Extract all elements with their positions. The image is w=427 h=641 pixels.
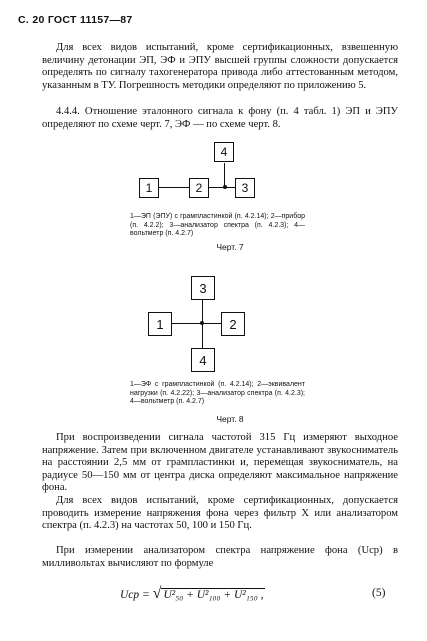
figure-8-caption: Черт. 8 (216, 414, 244, 424)
formula-lhs: Uср = (120, 589, 150, 601)
paragraph-detonation: Для всех видов испытаний, кроме сертификационных, взвешенную величину детонации ЭП, ЭФ и ЭПУ высшей группы сложности допускается определять по сигналу тахогенератора привода либо аттестованным методом, указанным в ТУ. Погрешность методики определяют по приложению 5. (42, 42, 398, 91)
formula-rhs: U²₅₀ + U²₁₀₀ + U²₁₅₀ , (163, 589, 264, 601)
fig7-box-4: 4 (214, 142, 234, 162)
sqrt-icon: √ (152, 585, 162, 602)
paragraph-4-4-4: 4.4.4. Отношение эталонного сигнала к фону (п. 4 табл. 1) ЭП и ЭПУ определяют по схеме черт. 7, ЭФ — по схеме черт. 8. (42, 106, 398, 130)
fig7-line-to-4 (224, 163, 225, 187)
formula-number: (5) (372, 587, 386, 599)
fig8-box-1: 1 (148, 312, 172, 336)
figure-7-caption: Черт. 7 (216, 242, 244, 252)
fig7-line-1-2 (159, 187, 189, 188)
fig7-line-2-3 (209, 187, 235, 188)
fig7-box-1: 1 (139, 178, 159, 198)
formula-5 (120, 585, 400, 603)
fig7-box-2: 2 (189, 178, 209, 198)
page-header: С. 20 ГОСТ 11157—87 (18, 14, 133, 26)
paragraph-formula-intro: При измерении анализатором спектра напряжение фона (Uср) в милливольтах вычисляют по формуле (42, 545, 398, 569)
figure-7-legend: 1—ЭП (ЭПУ) с грампластинкой (п. 4.2.14); 2—прибор (п. 4.2.2); 3—анализатор спектра (п. 4.2.3); 4—вольтметр (п. 4.2.7) (130, 213, 305, 238)
fig8-box-3: 3 (191, 276, 215, 300)
paragraph-filter: Для всех видов испытаний, кроме сертификационных, допускается проводить измерение напряжения фона через фильтр X или анализатором спектра (п. 4.2.3) на частотах 50, 100 и 150 Гц. (42, 495, 398, 532)
fig8-box-4: 4 (191, 348, 215, 372)
fig7-box-3: 3 (235, 178, 255, 198)
paragraph-315hz: При воспроизведении сигнала частотой 315 Гц измеряют выходное напряжение. Затем при включенном двигателе устанавливают звукосниматель на расстоянии 2,5 мм от грампластинки и, перемещая звукосниматель, на радиусе 50—150 мм от центра диска определяют максимальное напряжение фона. (42, 432, 398, 494)
fig8-box-2: 2 (221, 312, 245, 336)
figure-8-legend: 1—ЭФ с грампластинкой (п. 4.2.14); 2—эквивалент нагрузки (п. 4.2.22); 3—анализатор спектра (п. 4.2.3); 4—вольтметр (п. 4.2.7) (130, 381, 305, 406)
fig8-junction (200, 321, 204, 325)
fig8-horizontal-line (172, 323, 221, 324)
